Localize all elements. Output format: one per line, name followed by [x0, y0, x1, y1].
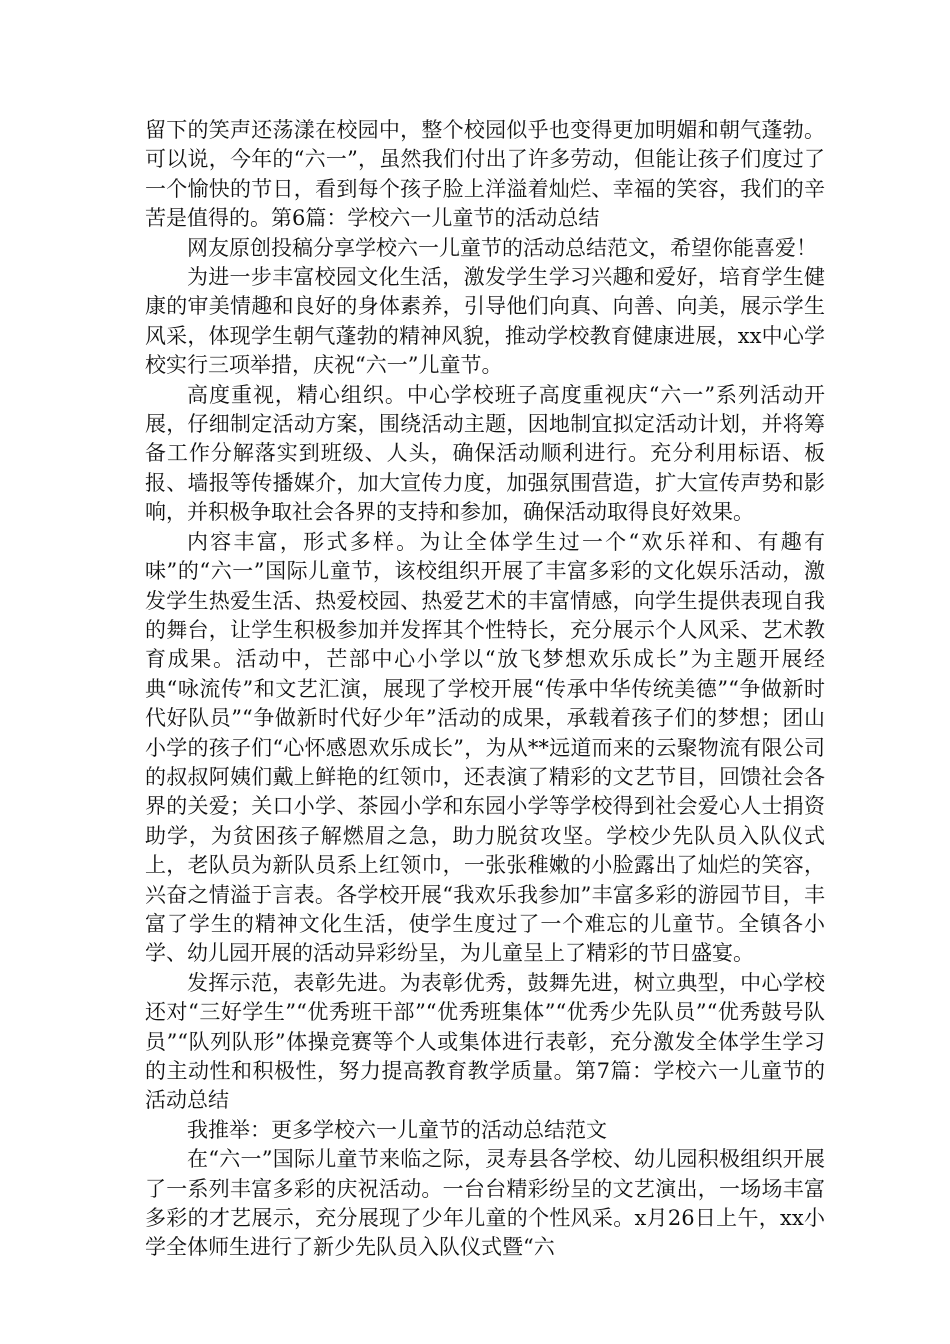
paragraph: 留下的笑声还荡漾在校园中，整个校园似乎也变得更加明媚和朝气蓬勃。可以说，今年的“六一”，虽然我们付出了许多劳动，但能让孩子们度过了一个愉快的节日，看到每个孩子脸上洋溢着灿烂、幸福的笑容，我们的辛苦是值得的。第6篇：学校六一儿童节的活动总结 — [145, 118, 825, 231]
paragraph: 内容丰富，形式多样。为让全体学生过一个“欢乐祥和、有趣有味”的“六一”国际儿童节，该校组织开展了丰富多彩的文化娱乐活动，激发学生热爱生活、热爱校园、热爱艺术的丰富情感，向学生提供表现自我的舞台，让学生积极参加并发挥其个性特长，充分展示个人风采、艺术教育成果。活动中，芒部中心小学以“放飞梦想欢乐成长”为主题开展经典“咏流传”和文艺汇演，展现了学校开展“传承中华传统美德”“争做新时代好队员”“争做新时代好少年”活动的成果，承载着孩子们的梦想；团山小学的孩子们“心怀感恩欢乐成长”，为从**远道而来的云聚物流有限公司的叔叔阿姨们戴上鲜艳的红领巾，还表演了精彩的文艺节目，回馈社会各界的关爱；关口小学、茶园小学和东园小学等学校得到社会爱心人士捐资助学，为贫困孩子解燃眉之急，助力脱贫攻坚。学校少先队员入队仪式上，老队员为新队员系上红领巾，一张张稚嫩的小脸露出了灿烂的笑容，兴奋之情溢于言表。各学校开展“我欢乐我参加”丰富多彩的游园节目，丰富了学生的精神文化生活，使学生度过了一个难忘的儿童节。全镇各小学、幼儿园开展的活动异彩纷呈，为儿童呈上了精彩的节日盛宴。 — [145, 529, 825, 966]
document-body — [145, 116, 825, 1263]
paragraph: 在“六一”国际儿童节来临之际，灵寿县各学校、幼儿园积极组织开展了一系列丰富多彩的庆祝活动。一台台精彩纷呈的文艺演出，一场场丰富多彩的才艺展示，充分展现了少年儿童的个性风采。x月26日上午，xx小学全体师生进行了新少先队员入队仪式暨“六 — [145, 1147, 825, 1260]
paragraph: 网友原创投稿分享学校六一儿童节的活动总结范文，希望你能喜爱！ — [187, 235, 817, 260]
paragraph: 为进一步丰富校园文化生活，激发学生学习兴趣和爱好，培育学生健康的审美情趣和良好的身体素养，引导他们向真、向善、向美，展示学生风采，体现学生朝气蓬勃的精神风貌，推动学校教育健康进展，xx中心学校实行三项举措，庆祝“六一”儿童节。 — [145, 265, 825, 378]
paragraph: 高度重视，精心组织。中心学校班子高度重视庆“六一”系列活动开展，仔细制定活动方案，围绕活动主题，因地制宜拟定活动计划，并将筹备工作分解落实到班级、人头，确保活动顺利进行。充分利用标语、板报、墙报等传播媒介，加大宣传力度，加强氛围营造，扩大宣传声势和影响，并积极争取社会各界的支持和参加，确保活动取得良好效果。 — [145, 382, 825, 525]
paragraph: 我推举：更多学校六一儿童节的活动总结范文 — [187, 1117, 607, 1142]
paragraph: 发挥示范，表彰先进。为表彰优秀，鼓舞先进，树立典型，中心学校还对“三好学生”“优秀班干部”“优秀班集体”“优秀少先队员”“优秀鼓号队员”“队列队形”体操竞赛等个人或集体进行表彰，充分激发全体学生学习的主动性和积极性，努力提高教育教学质量。第7篇：学校六一儿童节的活动总结 — [145, 970, 825, 1113]
